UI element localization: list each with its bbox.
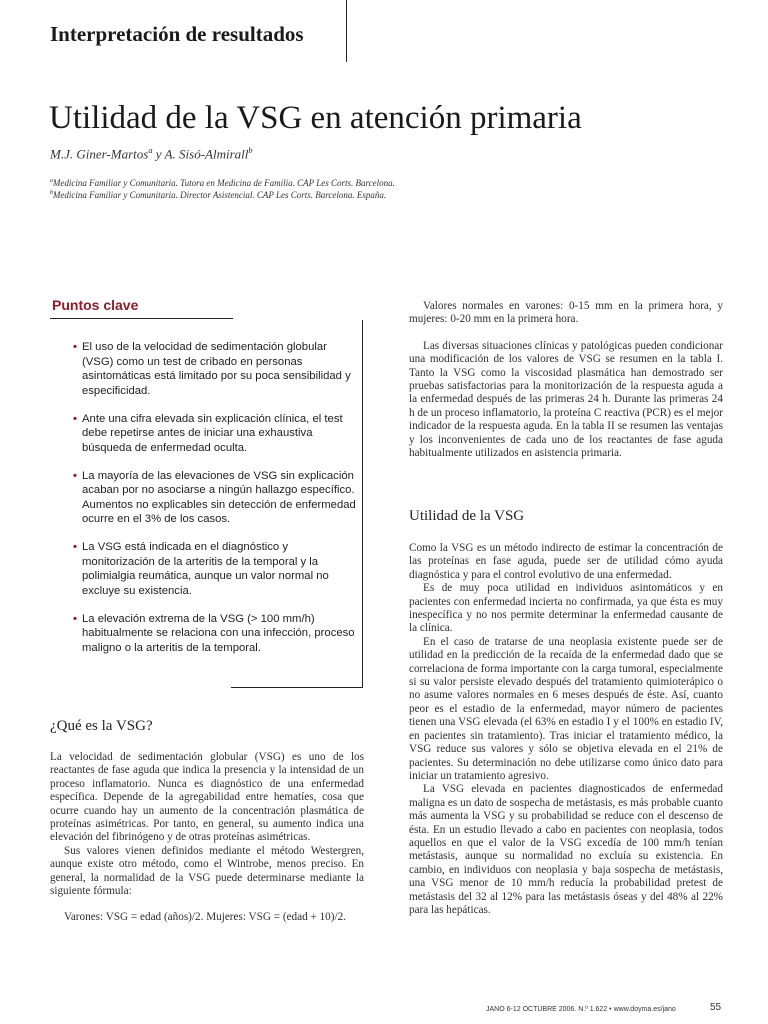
key-points-rule-bottom xyxy=(231,687,363,688)
bullet-icon: • xyxy=(73,412,77,425)
key-points-list xyxy=(70,340,360,669)
footer-bullet-icon: • xyxy=(609,1006,612,1013)
section-heading-que-es: ¿Qué es la VSG? xyxy=(50,718,153,734)
page-number: 55 xyxy=(710,1002,722,1013)
author-1: M.J. Giner-Martos xyxy=(50,146,149,162)
paragraph: Valores normales en varones: 0-15 mm en la primera hora, y mujeres: 0-20 mm en la primera hora. xyxy=(409,300,723,326)
key-point-text: La elevación extrema de la VSG (> 100 mm/h) habitualmente se relaciona con una infección, proceso maligno o la arteritis de la temporal. xyxy=(82,612,355,654)
key-point-item xyxy=(70,340,360,398)
paragraph: Es de muy poca utilidad en individuos asintomáticos y en pacientes con enfermedad incierta no confirmada, ya que ésta es muy inespecífica y no nos permite determinar la enfermedad causante de la clínica. xyxy=(409,582,723,635)
bullet-icon: • xyxy=(73,341,77,353)
affiliation-b-sup: b xyxy=(50,190,53,196)
key-point-item xyxy=(70,412,360,456)
key-point-text: La VSG está indicada en el diagnóstico y monitorización de la arteritis de la temporal y la polimialgia reumática, aunque un valor normal no excluye su existencia. xyxy=(82,541,329,597)
author-1-sup: a xyxy=(148,145,153,155)
paragraph: La VSG elevada en pacientes diagnosticados de enfermedad maligna es un dato de sospecha de metástasis, es más probable cuanto más aumenta la VSG y su probabilidad se reduce con el descenso de ésta. En un estudio llevado a cabo en pacientes con neoplasia, todos aquellos en que el valor de la VSG excedía de 100 mm/h tenían metástasis, aunque su normalidad no excluía su existencia. En cambio, en individuos con neoplasia y baja sospecha de metástasis, una VSG menor de 10 mm/h reducía la probabilidad pretest de metástasis del 32 al 12% para las metástasis óseas y del 48% al 22% para las hepáticas. xyxy=(409,783,723,916)
bullet-icon: • xyxy=(73,612,77,625)
page-footer xyxy=(486,1006,676,1013)
left-column-text xyxy=(50,751,364,925)
right-column-text xyxy=(409,542,723,917)
paragraph: Las diversas situaciones clínicas y patológicas pueden condicionar una modificación de los valores de VSG se resumen en la tabla I. Tanto la VSG como la viscosidad plasmática han demostrado ser pruebas satisfactorias para la monitorización de la respuesta aguda a la enfermedad después de las primeras 24 h. Durante las primeras 24 h de un proceso inflamatorio, la proteína C reactiva (PCR) es el mejor indicador de la respuesta aguda. En la tabla II se resumen las ventajas y los inconvenientes de cada uno de los reactantes de fase aguda habitualmente utilizados en asistencia primaria. xyxy=(409,339,723,460)
affiliation-b-text: Medicina Familiar y Comunitaria. Director Asistencial. CAP Les Corts. Barcelona. España. xyxy=(52,190,387,200)
paragraph: La velocidad de sedimentación globular (VSG) es uno de los reactantes de fase aguda que indica la presencia y la intensidad de un proceso inflamatorio. Nunca es diagnóstico de una enfermedad específica. Depende de la agregabilidad entre hematíes, cosa que ocurre cuando hay un aumento de la concentración plasmática de proteínas asimétricas. Por tanto, en general, su aumento indica una elevación del fibrinógeno y de otras proteínas asimétricas. xyxy=(50,751,364,844)
key-points-rule-top xyxy=(50,318,233,319)
author-separator: y xyxy=(152,146,165,162)
key-point-text: El uso de la velocidad de sedimentación globular (VSG) como un test de cribado en personas asintomáticas está limitado por su poca sensibilidad y especificidad. xyxy=(82,341,351,397)
key-point-item xyxy=(70,540,360,598)
key-points-rule-right xyxy=(362,320,363,687)
affiliation-a-text: Medicina Familiar y Comunitaria. Tutora en Medicina de Familia. CAP Les Corts. Barcelona. xyxy=(52,178,395,188)
key-point-item xyxy=(70,612,360,656)
paragraph: Sus valores vienen definidos mediante el método Westergren, aunque existe otro método, como el Wintrobe, menos preciso. En general, la normalidad de la VSG puede determinarse mediante la siguiente fórmula: xyxy=(50,844,364,898)
journal-url[interactable]: www.doyma.es/jano xyxy=(613,1006,676,1013)
section-heading-utilidad: Utilidad de la VSG xyxy=(409,508,525,524)
formula-paragraph: Varones: VSG = edad (años)/2. Mujeres: VSG = (edad + 10)/2. xyxy=(64,911,346,924)
bullet-icon: • xyxy=(73,541,77,553)
author-2-sup: b xyxy=(248,145,253,155)
affiliation-b xyxy=(50,188,386,201)
right-column-top-text xyxy=(409,300,723,460)
bullet-icon: • xyxy=(73,469,77,482)
key-point-text: Ante una cifra elevada sin explicación clínica, el test debe repetirse antes de iniciar una exhaustiva búsqueda de enfermedad oculta. xyxy=(82,412,343,454)
header-divider xyxy=(346,0,347,62)
article-title: Utilidad de la VSG en atención primaria xyxy=(49,100,582,136)
affiliation-a-sup: a xyxy=(50,178,53,184)
section-heading: Interpretación de resultados xyxy=(50,22,304,46)
journal-info: JANO 6-12 OCTUBRE 2006. N.º 1.622 xyxy=(486,1006,608,1013)
key-point-item xyxy=(70,469,360,527)
key-points-title: Puntos clave xyxy=(52,297,139,313)
key-point-text: La mayoría de las elevaciones de VSG sin explicación acaban por no asociarse a ningún hallazgo específico. Aumentos no explicables sin detección de enfermedad ocurre en el 3% de los casos. xyxy=(82,469,356,525)
paragraph: Como la VSG es un método indirecto de estimar la concentración de las proteínas en fase aguda, puede ser de utilidad cómo ayuda diagnóstica y para el control evolutivo de una enfermedad. xyxy=(409,542,723,581)
author-2: A. Sisó-Almirall xyxy=(164,146,249,162)
paragraph: En el caso de tratarse de una neoplasia existente puede ser de utilidad en la predicción de la recaída de la enfermedad dado que se correlaciona de forma importante con la carga tumoral, especialmente si su valor persiste elevado después del tratamiento quimioterápico o no asume valores normales en 6 meses después de éste. Así, cuanto peor es el estadio de la enfermedad, mayor número de pacientes tienen una VSG elevada (el 63% en estadio I y el 100% en estadio IV, en pacientes sin tratamiento). Tras iniciar el tratamiento médico, la VSG reduce sus valores y sólo se objetiva elevada en el 21% de pacientes. Su determinación no debe utilizarse como único dato para iniciar un tratamiento agresivo. xyxy=(409,635,723,782)
article-authors xyxy=(50,145,253,162)
